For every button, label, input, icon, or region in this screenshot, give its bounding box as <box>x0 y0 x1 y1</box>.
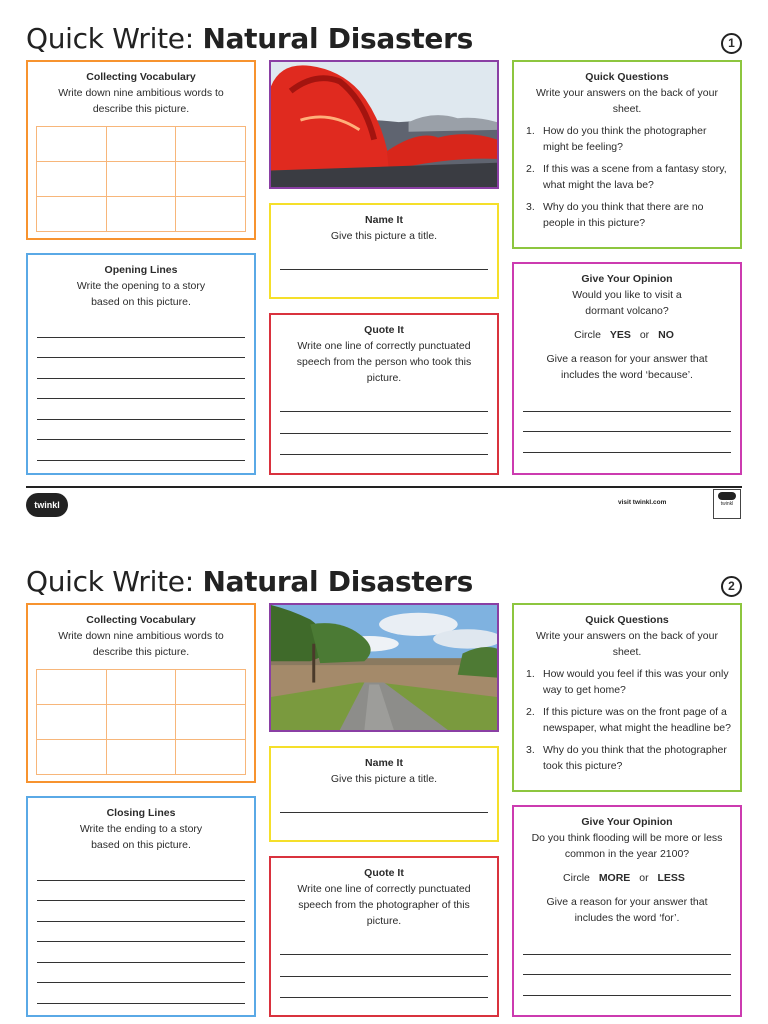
writing-line[interactable] <box>523 411 731 412</box>
writing-line[interactable] <box>37 419 245 420</box>
vocab-cell[interactable] <box>37 197 107 232</box>
opinion-heading: Give Your Opinion <box>581 816 673 828</box>
writing-line[interactable] <box>37 900 245 901</box>
twinkl-logo: twinkl <box>26 493 68 517</box>
writing-line[interactable] <box>37 460 245 461</box>
page-number-badge: 1 <box>721 33 742 54</box>
vocab-cell[interactable] <box>107 705 177 740</box>
vocabulary-heading: Collecting Vocabulary <box>86 614 196 626</box>
writing-line[interactable] <box>37 398 245 399</box>
vocab-cell[interactable] <box>176 670 246 705</box>
vocab-cell[interactable] <box>176 162 246 197</box>
writing-line[interactable] <box>280 433 488 434</box>
name-it-heading: Name It <box>365 214 403 226</box>
writing-line[interactable] <box>280 411 488 412</box>
question-item: 2. If this was a scene from a fantasy story, what might the lava be? <box>526 163 727 191</box>
option-more[interactable]: MORE <box>598 872 631 884</box>
option-less[interactable]: LESS <box>657 872 685 884</box>
vocab-cell[interactable] <box>176 127 246 162</box>
opening-lines-instructions: Write the opening to a story based on this picture. <box>76 280 206 308</box>
vocabulary-grid[interactable] <box>36 126 246 232</box>
footer-divider <box>26 486 742 488</box>
opinion-heading: Give Your Opinion <box>581 273 673 285</box>
vocab-cell[interactable] <box>37 670 107 705</box>
quote-it-box <box>269 313 499 475</box>
vocabulary-heading: Collecting Vocabulary <box>86 71 196 83</box>
opinion-reason: Give a reason for your answer that includes the word ‘for’. <box>546 896 708 924</box>
writing-line[interactable] <box>280 454 488 455</box>
page-number-badge: 2 <box>721 576 742 597</box>
question-item: 1. How do you think the photographer might be feeling? <box>526 125 707 153</box>
vocab-cell[interactable] <box>176 705 246 740</box>
question-item: 3. Why do you think that there are no people in this picture? <box>526 201 704 229</box>
writing-line[interactable] <box>37 1003 245 1004</box>
vocabulary-box <box>26 603 256 783</box>
title-line[interactable] <box>280 269 488 270</box>
writing-line[interactable] <box>37 921 245 922</box>
writing-line[interactable] <box>523 431 731 432</box>
opinion-box <box>512 805 742 1017</box>
writing-line[interactable] <box>37 357 245 358</box>
option-yes[interactable]: YES <box>609 329 631 341</box>
name-it-instructions: Give this picture a title. <box>330 773 438 785</box>
vocabulary-instructions: Write down nine ambitious words to describe this picture. <box>58 630 224 658</box>
writing-line[interactable] <box>37 941 245 942</box>
quick-questions-instructions: Write your answers on the back of your sheet. <box>536 630 718 658</box>
writing-line[interactable] <box>37 337 245 338</box>
quick-questions-box <box>512 60 742 249</box>
vocab-cell[interactable] <box>107 670 177 705</box>
opinion-box <box>512 262 742 475</box>
writing-line[interactable] <box>523 452 731 453</box>
opinion-reason: Give a reason for your answer that includes the word ‘because’. <box>546 353 708 381</box>
writing-line[interactable] <box>523 974 731 975</box>
quick-questions-heading: Quick Questions <box>585 614 669 626</box>
writing-line[interactable] <box>523 954 731 955</box>
quick-questions-heading: Quick Questions <box>585 71 669 83</box>
circle-choice: Circle YES or NO <box>574 329 674 341</box>
page-title: Quick Write: Natural Disasters <box>26 565 473 598</box>
vocabulary-grid[interactable] <box>36 669 246 775</box>
title-line[interactable] <box>280 812 488 813</box>
name-it-box <box>269 746 499 842</box>
quote-it-heading: Quote It <box>364 867 404 879</box>
question-item: 2. If this picture was on the front page of a newspaper, what might the headline be? <box>526 706 731 734</box>
vocab-cell[interactable] <box>107 740 177 775</box>
option-no[interactable]: NO <box>658 329 674 341</box>
vocab-cell[interactable] <box>37 705 107 740</box>
vocab-cell[interactable] <box>107 127 177 162</box>
vocabulary-box <box>26 60 256 240</box>
writing-line[interactable] <box>280 954 488 955</box>
vocabulary-instructions: Write down nine ambitious words to describe this picture. <box>58 87 224 115</box>
vocab-cell[interactable] <box>176 740 246 775</box>
writing-line[interactable] <box>37 962 245 963</box>
quote-it-instructions: Write one line of correctly punctuated speech from the person who took this picture. <box>296 340 472 384</box>
closing-lines-heading: Closing Lines <box>106 807 176 819</box>
writing-line[interactable] <box>523 995 731 996</box>
questions-list <box>522 123 732 231</box>
lava-photo <box>269 60 499 189</box>
writing-line[interactable] <box>37 982 245 983</box>
writing-line[interactable] <box>280 976 488 977</box>
worksheet-page-2 <box>0 543 768 1024</box>
questions-list <box>522 666 732 774</box>
vocab-cell[interactable] <box>176 197 246 232</box>
opening-lines-box <box>26 253 256 475</box>
opinion-question: Do you think flooding will be more or less common in the year 2100? <box>531 832 723 860</box>
quote-it-heading: Quote It <box>364 324 404 336</box>
flood-photo <box>269 603 499 732</box>
visit-link[interactable]: visit twinkl.com <box>618 499 667 506</box>
quality-badge-icon: twinkl <box>713 489 741 519</box>
vocab-cell[interactable] <box>107 162 177 197</box>
question-item: 1. How would you feel if this was your only way to get home? <box>526 668 729 696</box>
opening-lines-heading: Opening Lines <box>104 264 178 276</box>
vocab-cell[interactable] <box>37 127 107 162</box>
writing-line[interactable] <box>37 378 245 379</box>
quick-questions-instructions: Write your answers on the back of your sheet. <box>536 87 718 115</box>
name-it-heading: Name It <box>365 757 403 769</box>
question-item: 3. Why do you think that the photographer took this picture? <box>526 744 727 772</box>
vocab-cell[interactable] <box>37 740 107 775</box>
opinion-question: Would you like to visit a dormant volcano? <box>572 289 682 317</box>
closing-lines-box <box>26 796 256 1017</box>
closing-lines-instructions: Write the ending to a story based on this picture. <box>79 823 203 851</box>
vocab-cell[interactable] <box>107 197 177 232</box>
writing-line[interactable] <box>37 880 245 881</box>
circle-choice: Circle MORE or LESS <box>563 872 685 884</box>
name-it-instructions: Give this picture a title. <box>330 230 438 242</box>
page-title: Quick Write: Natural Disasters <box>26 22 473 55</box>
vocab-cell[interactable] <box>37 162 107 197</box>
quote-it-box <box>269 856 499 1017</box>
quick-questions-box <box>512 603 742 792</box>
writing-line[interactable] <box>37 439 245 440</box>
name-it-box <box>269 203 499 299</box>
writing-line[interactable] <box>280 997 488 998</box>
quote-it-instructions: Write one line of correctly punctuated speech from the photographer of this picture. <box>297 883 471 927</box>
